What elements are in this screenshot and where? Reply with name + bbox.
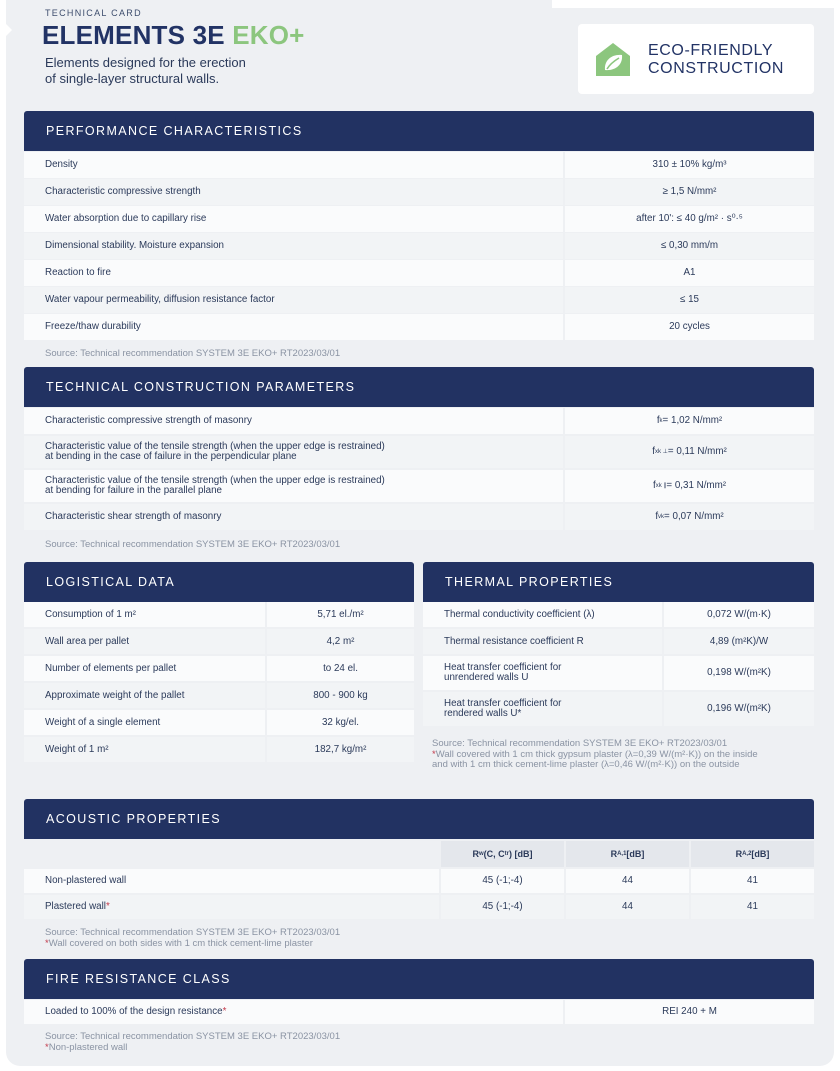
page-subtitle: Elements designed for the erection of single-layer structural walls.: [45, 55, 246, 86]
row-label: Characteristic shear strength of masonry: [24, 504, 563, 530]
fire-row: [24, 1000, 814, 1024]
fire-source: [45, 1032, 340, 1053]
col-ra2-symbol: R: [735, 849, 743, 859]
fire-row-value: REI 240 + M: [565, 1000, 814, 1024]
technical-source: Source: Technical recommendation SYSTEM 3E EKO+ RT2023/03/01: [45, 539, 341, 550]
col-rw-sub2: tr: [504, 851, 509, 857]
page-title: [42, 20, 305, 51]
row-label: Weight of 1 m²: [24, 737, 265, 762]
row-label: [24, 869, 439, 893]
table-row: [24, 152, 814, 178]
col-ra2-unit: [dB]: [751, 849, 770, 859]
thermal-source: [432, 739, 758, 771]
row-label-asterisk: *: [106, 901, 110, 912]
row-label: Heat transfer coefficient for unrendered walls U: [423, 656, 662, 690]
value-number: = 0,07 N/mm²: [664, 511, 724, 522]
row-value: ≥ 1,5 N/mm²: [565, 179, 814, 205]
acoustic-source-text: Source: Technical recommendation SYSTEM 3E EKO+ RT2023/03/01: [45, 927, 341, 938]
acoustic-col-ra1: [566, 841, 689, 867]
value-symbol: f: [656, 415, 660, 426]
table-row: [423, 602, 814, 627]
row-value: 5,71 el./m²: [267, 602, 414, 627]
row-value: 20 cycles: [565, 314, 814, 340]
corner-cut: [552, 0, 840, 8]
col-ra1-sub: A,1: [617, 851, 627, 857]
row-value: 0,198 W/(m²K): [664, 656, 814, 690]
row-label: Water absorption due to capillary rise: [24, 206, 563, 232]
row-label: Wall area per pallet: [24, 629, 265, 654]
value-subscript: vk: [658, 514, 665, 520]
value-number: = 1,02 N/mm²: [662, 415, 723, 426]
value-number: = 0,31 N/mm²: [666, 480, 727, 491]
row-value-ra2: 41: [691, 869, 814, 893]
row-label: Density: [24, 152, 563, 178]
title-main: ELEMENTS 3E: [42, 20, 233, 50]
col-ra1-symbol: R: [610, 849, 618, 859]
thermal-header: [423, 562, 814, 602]
table-row: [24, 656, 414, 681]
value-number: = 0,11 N/mm²: [667, 446, 727, 457]
thermal-source-text: Source: Technical recommendation SYSTEM 3E EKO+ RT2023/03/01: [432, 738, 728, 749]
row-value-rw: 45 (-1;-4): [441, 869, 564, 893]
value-subscript: xk ∥: [655, 483, 667, 489]
row-value: ≤ 15: [565, 287, 814, 313]
table-row: [24, 179, 814, 205]
row-label: Water vapour permeability, diffusion resistance factor: [24, 287, 563, 313]
thermal-note-asterisk: *: [432, 748, 436, 760]
value-symbol: f: [652, 480, 656, 491]
row-value: [565, 408, 814, 434]
row-value: 4,2 m²: [267, 629, 414, 654]
logistical-header: [24, 562, 414, 602]
value-symbol: f: [655, 511, 659, 522]
fire-note: Non-plastered wall: [48, 1041, 128, 1053]
table-row: [24, 504, 814, 530]
thermal-note: Wall covered with 1 cm thick gypsum plaster (λ=0,39 W/(m²·K)) on the inside and with 1 cm thick cement-lime plaster (λ=0,46 W/(m²·K)) on the outside: [432, 748, 758, 770]
table-row: [24, 408, 814, 434]
col-rw-unit: ) [dB]: [509, 849, 533, 859]
row-label: Characteristic value of the tensile strength (when the upper edge is restrained) at bending in the case of failure in the perpendicular plane: [24, 436, 563, 468]
performance-header: [24, 111, 814, 151]
row-label: Heat transfer coefficient for rendered walls U*: [423, 692, 662, 726]
col-rw-symbol: R: [472, 849, 479, 859]
fire-title: FIRE RESISTANCE CLASS: [46, 972, 231, 986]
technical-title: TECHNICAL CONSTRUCTION PARAMETERS: [46, 380, 356, 394]
row-label: Weight of a single element: [24, 710, 265, 735]
row-value: 32 kg/el.: [267, 710, 414, 735]
row-label: Characteristic value of the tensile strength (when the upper edge is restrained) at bending for failure in the parallel plane: [24, 470, 563, 502]
table-row: [24, 710, 414, 735]
acoustic-source: [45, 928, 340, 949]
table-row: [423, 692, 814, 726]
row-value-ra2: 41: [691, 895, 814, 919]
acoustic-header: [24, 799, 814, 839]
row-value: [565, 470, 814, 502]
fire-label-asterisk: *: [222, 1006, 227, 1017]
value-subscript: k: [659, 418, 663, 424]
row-value-rw: 45 (-1;-4): [441, 895, 564, 919]
row-label: Characteristic compressive strength of masonry: [24, 408, 563, 434]
row-value: 182,7 kg/m²: [267, 737, 414, 762]
row-label: Reaction to fire: [24, 260, 563, 286]
acoustic-col-rw: [441, 841, 564, 867]
fire-label-text: Loaded to 100% of the design resistance: [45, 1006, 223, 1017]
row-value: 0,072 W/(m·K): [664, 602, 814, 627]
table-row: [423, 656, 814, 690]
table-row: [24, 683, 414, 708]
acoustic-title: ACOUSTIC PROPERTIES: [46, 812, 222, 826]
table-row: [24, 206, 814, 232]
row-value: 800 - 900 kg: [267, 683, 414, 708]
row-value: 310 ± 10% kg/m³: [565, 152, 814, 178]
row-label: Approximate weight of the pallet: [24, 683, 265, 708]
row-label: Characteristic compressive strength: [24, 179, 563, 205]
row-value: 4,89 (m²K)/W: [664, 629, 814, 654]
performance-source: Source: Technical recommendation SYSTEM 3E EKO+ RT2023/03/01: [45, 348, 341, 359]
acoustic-note-asterisk: *: [45, 937, 49, 949]
row-label: Thermal conductivity coefficient (λ): [423, 602, 662, 627]
acoustic-note: Wall covered on both sides with 1 cm thick cement-lime plaster: [48, 937, 313, 949]
fire-note-asterisk: *: [45, 1041, 49, 1053]
value-subscript: xk ⊥: [654, 449, 668, 455]
performance-title: PERFORMANCE CHARACTERISTICS: [46, 124, 303, 138]
table-row: [24, 314, 814, 340]
side-notch: [0, 18, 12, 42]
eco-badge-text: ECO-FRIENDLY CONSTRUCTION: [648, 42, 785, 77]
table-row: [423, 629, 814, 654]
fire-header: [24, 959, 814, 999]
row-label: Number of elements per pallet: [24, 656, 265, 681]
row-value: [565, 504, 814, 530]
col-ra1-unit: [dB]: [626, 849, 645, 859]
row-value: 0,196 W/(m²K): [664, 692, 814, 726]
thermal-title: THERMAL PROPERTIES: [445, 575, 614, 589]
table-row: [24, 260, 814, 286]
header-label: TECHNICAL CARD: [45, 8, 142, 18]
fire-row-label: [24, 1000, 563, 1024]
row-value: to 24 el.: [267, 656, 414, 681]
row-label: [24, 895, 439, 919]
row-label-text: Non-plastered wall: [45, 875, 127, 886]
table-row: [24, 629, 414, 654]
house-leaf-icon: [594, 40, 632, 78]
acoustic-col-ra2: [691, 841, 814, 867]
row-value: A1: [565, 260, 814, 286]
row-value: ≤ 0,30 mm/m: [565, 233, 814, 259]
table-row: [24, 233, 814, 259]
row-label-text: Plastered wall: [45, 901, 106, 912]
table-row: [24, 602, 414, 627]
col-ra2-sub: A,2: [742, 851, 752, 857]
value-symbol: f: [652, 446, 655, 457]
eco-badge: [578, 24, 814, 94]
row-label: Freeze/thaw durability: [24, 314, 563, 340]
table-row: [24, 895, 814, 919]
table-row: [24, 436, 814, 468]
row-value: [565, 436, 814, 468]
row-value-ra1: 44: [566, 869, 689, 893]
col-rw-rest: (C, C: [483, 849, 505, 859]
table-row: [24, 869, 814, 893]
row-value: after 10': ≤ 40 g/m² · s⁰·⁵: [565, 206, 814, 232]
title-accent: EKO+: [232, 20, 305, 50]
table-row: [24, 470, 814, 502]
row-label: Consumption of 1 m²: [24, 602, 265, 627]
logistical-title: LOGISTICAL DATA: [46, 575, 176, 589]
col-rw-sub: w: [478, 851, 484, 857]
table-row: [24, 737, 414, 762]
technical-header: [24, 367, 814, 407]
table-row: [24, 287, 814, 313]
fire-source-text: Source: Technical recommendation SYSTEM 3E EKO+ RT2023/03/01: [45, 1031, 341, 1042]
row-label: Thermal resistance coefficient R: [423, 629, 662, 654]
row-value-ra1: 44: [566, 895, 689, 919]
row-label: Dimensional stability. Moisture expansion: [24, 233, 563, 259]
